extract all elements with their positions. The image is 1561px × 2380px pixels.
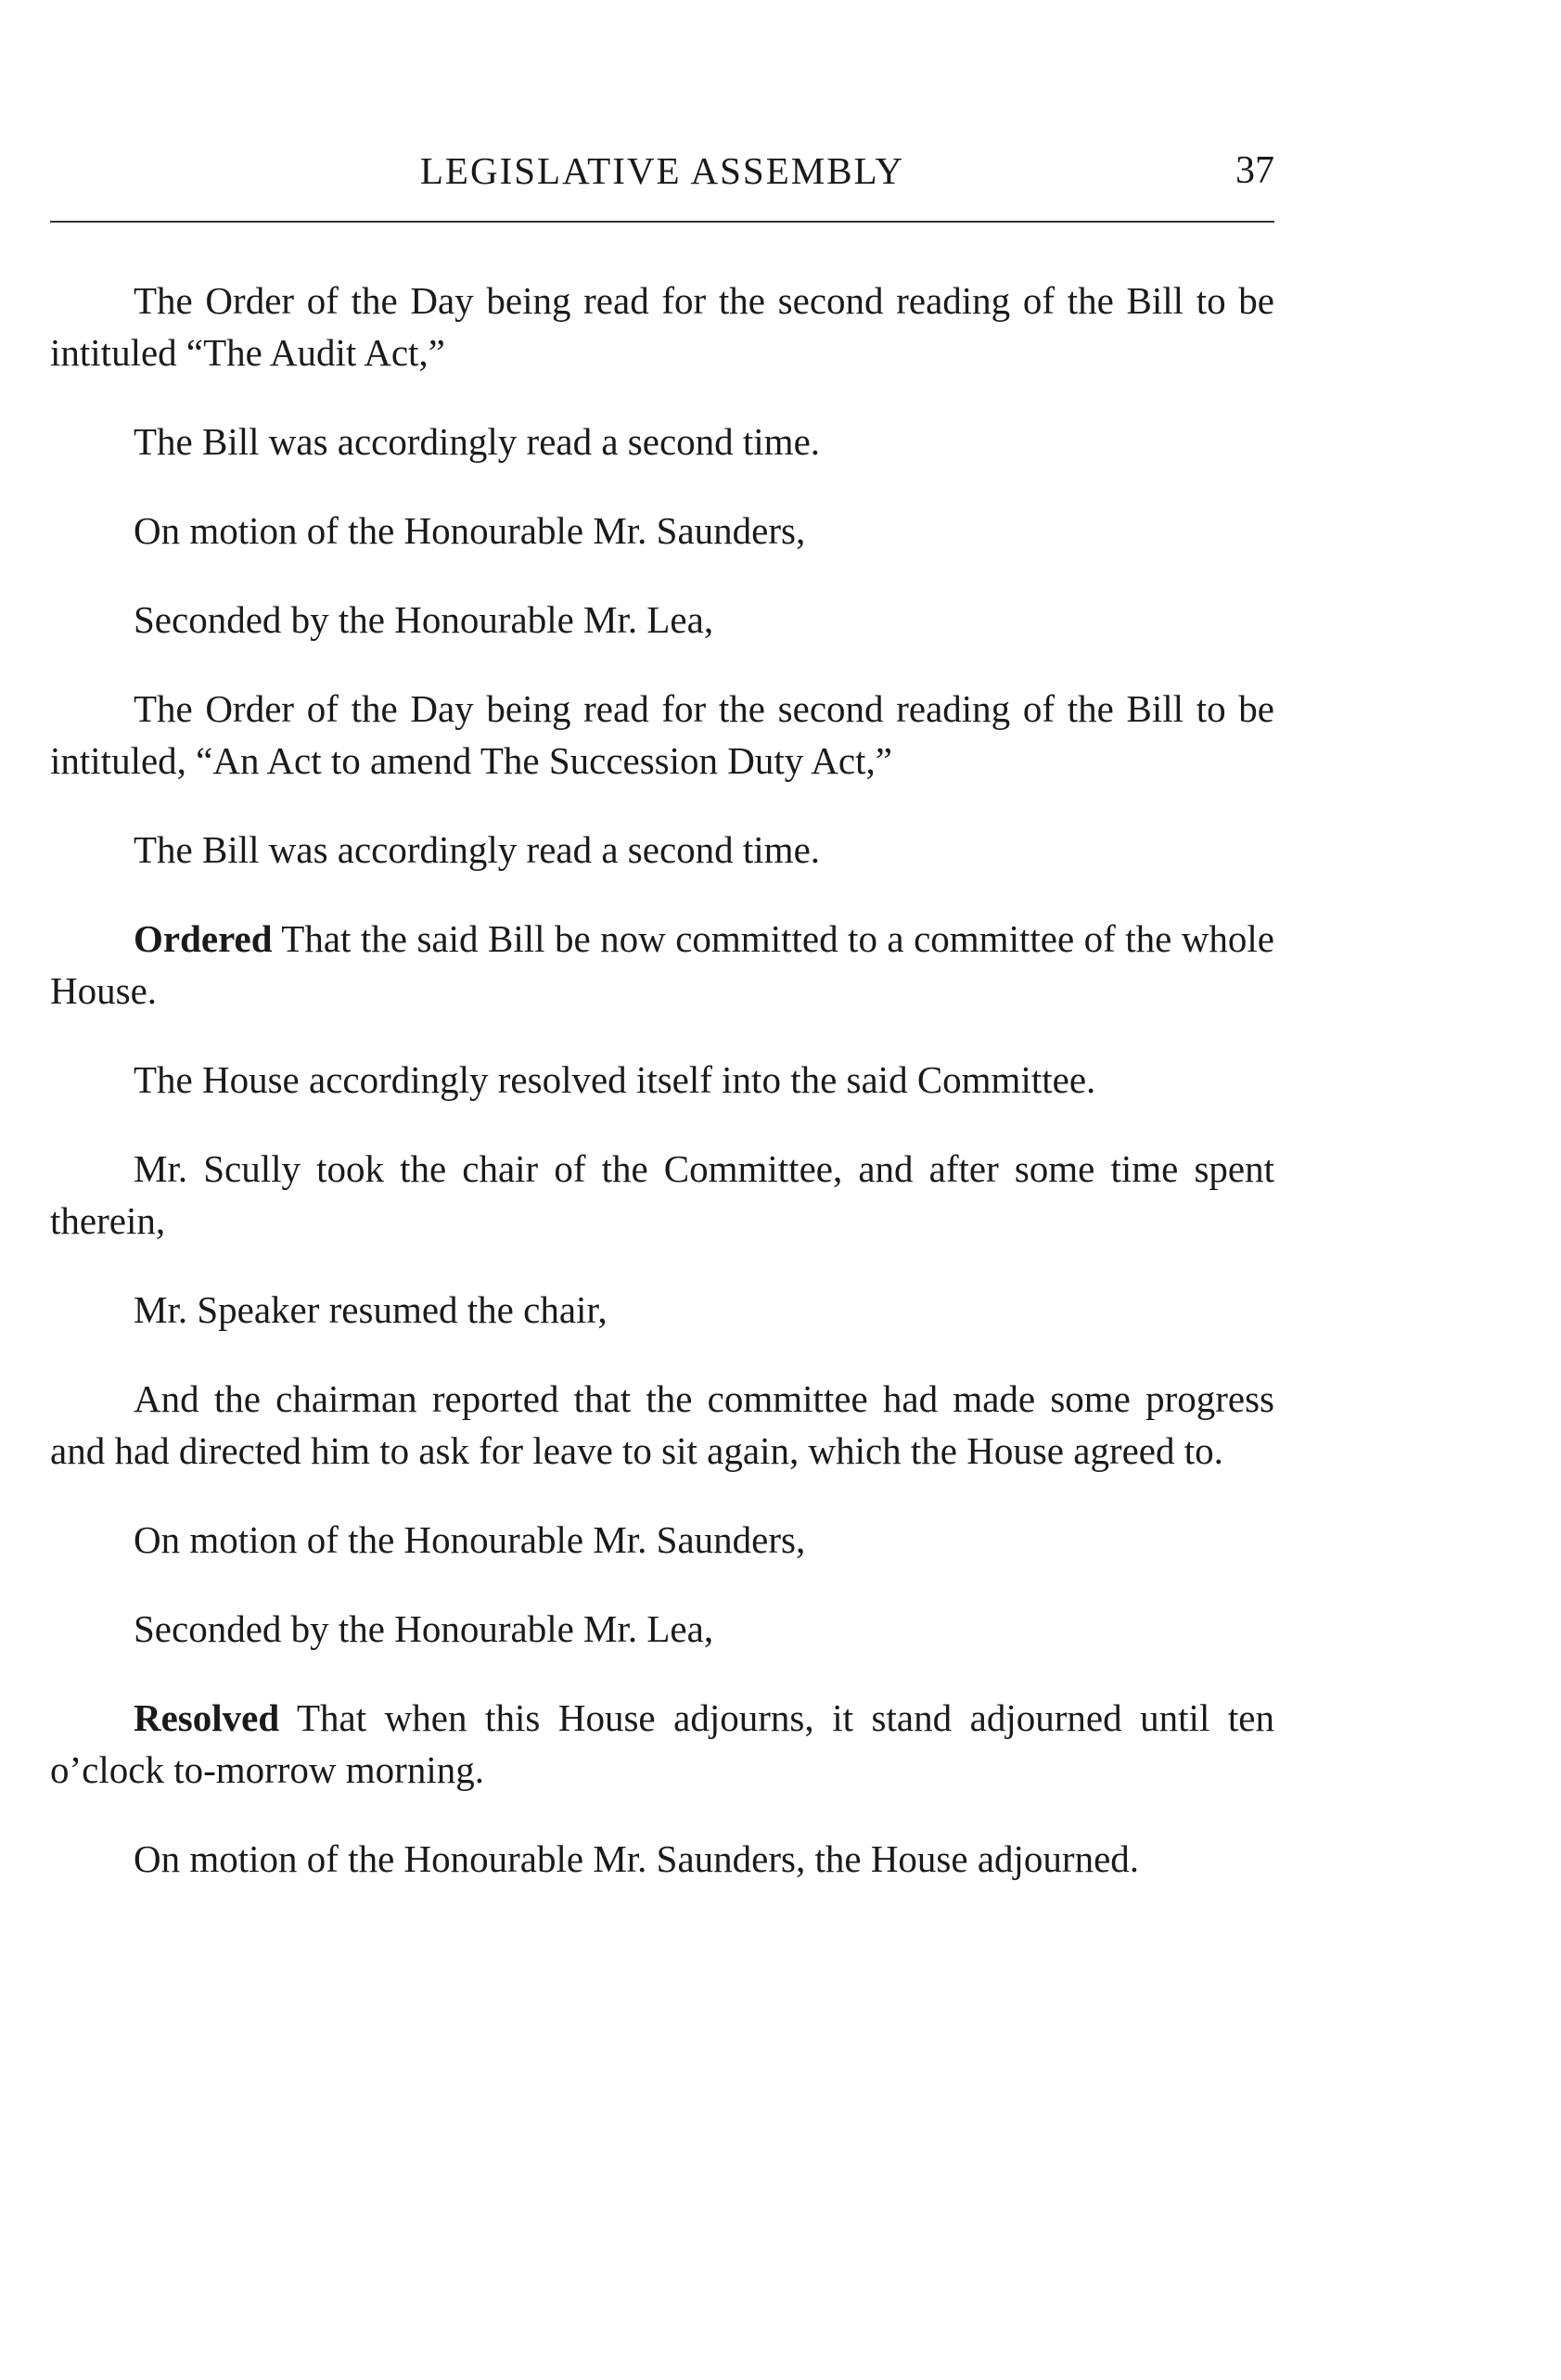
paragraph-text: Mr. Speaker resumed the chair, <box>134 1288 608 1331</box>
paragraph-text: On motion of the Honourable Mr. Saunders, <box>134 1518 806 1561</box>
paragraph <box>50 1514 1274 1566</box>
paragraph-text: Mr. Scully took the chair of the Committee, and after some time spent therein, <box>50 1147 1274 1242</box>
paragraph-text: On motion of the Honourable Mr. Saunders, the House adjourned. <box>134 1837 1140 1880</box>
paragraph-text: And the chairman reported that the committee had made some progress and had directed him to ask for leave to sit again, which the House agreed to. <box>50 1377 1274 1472</box>
paragraph <box>50 416 1274 467</box>
paragraph-text: The Order of the Day being read for the second reading of the Bill to be intituled “The Audit Act,” <box>50 279 1274 374</box>
paragraph <box>50 1143 1274 1247</box>
paragraph <box>50 505 1274 557</box>
paragraph <box>50 594 1274 646</box>
paragraph-text: Seconded by the Honourable Mr. Lea, <box>134 1607 714 1650</box>
paragraph <box>50 1054 1274 1106</box>
paragraph-text: That when this House adjourns, it stand adjourned until ten o’clock to-morrow morning. <box>50 1696 1274 1791</box>
paragraph <box>50 1603 1274 1655</box>
paragraph <box>50 1284 1274 1336</box>
ordered-lead: Ordered <box>134 917 273 960</box>
paragraph-text: On motion of the Honourable Mr. Saunders, <box>134 509 806 552</box>
paragraph-text: The Bill was accordingly read a second time. <box>134 828 821 871</box>
paragraph <box>50 275 1274 378</box>
paragraph-text: The House accordingly resolved itself into the said Committee. <box>134 1058 1096 1101</box>
paragraph <box>50 913 1274 1017</box>
running-head <box>50 148 1274 204</box>
header-rule <box>50 221 1274 223</box>
paragraph <box>50 1373 1274 1477</box>
page-number: 37 <box>1235 149 1274 192</box>
paragraph-text: The Order of the Day being read for the second reading of the Bill to be intituled, “An Act to amend The Succession Duty Act,” <box>50 687 1274 782</box>
paragraph-text: That the said Bill be now committed to a committee of the whole House. <box>50 917 1274 1012</box>
paragraph <box>50 1833 1274 1885</box>
resolved-lead: Resolved <box>134 1696 280 1739</box>
document-page <box>50 0 1274 2380</box>
paragraph <box>50 1692 1274 1796</box>
paragraph-text: Seconded by the Honourable Mr. Lea, <box>134 598 714 641</box>
paragraph <box>50 683 1274 787</box>
paragraph <box>50 824 1274 876</box>
running-title: LEGISLATIVE ASSEMBLY <box>419 149 905 192</box>
body-text <box>50 275 1274 1922</box>
paragraph-text: The Bill was accordingly read a second time. <box>134 420 821 463</box>
